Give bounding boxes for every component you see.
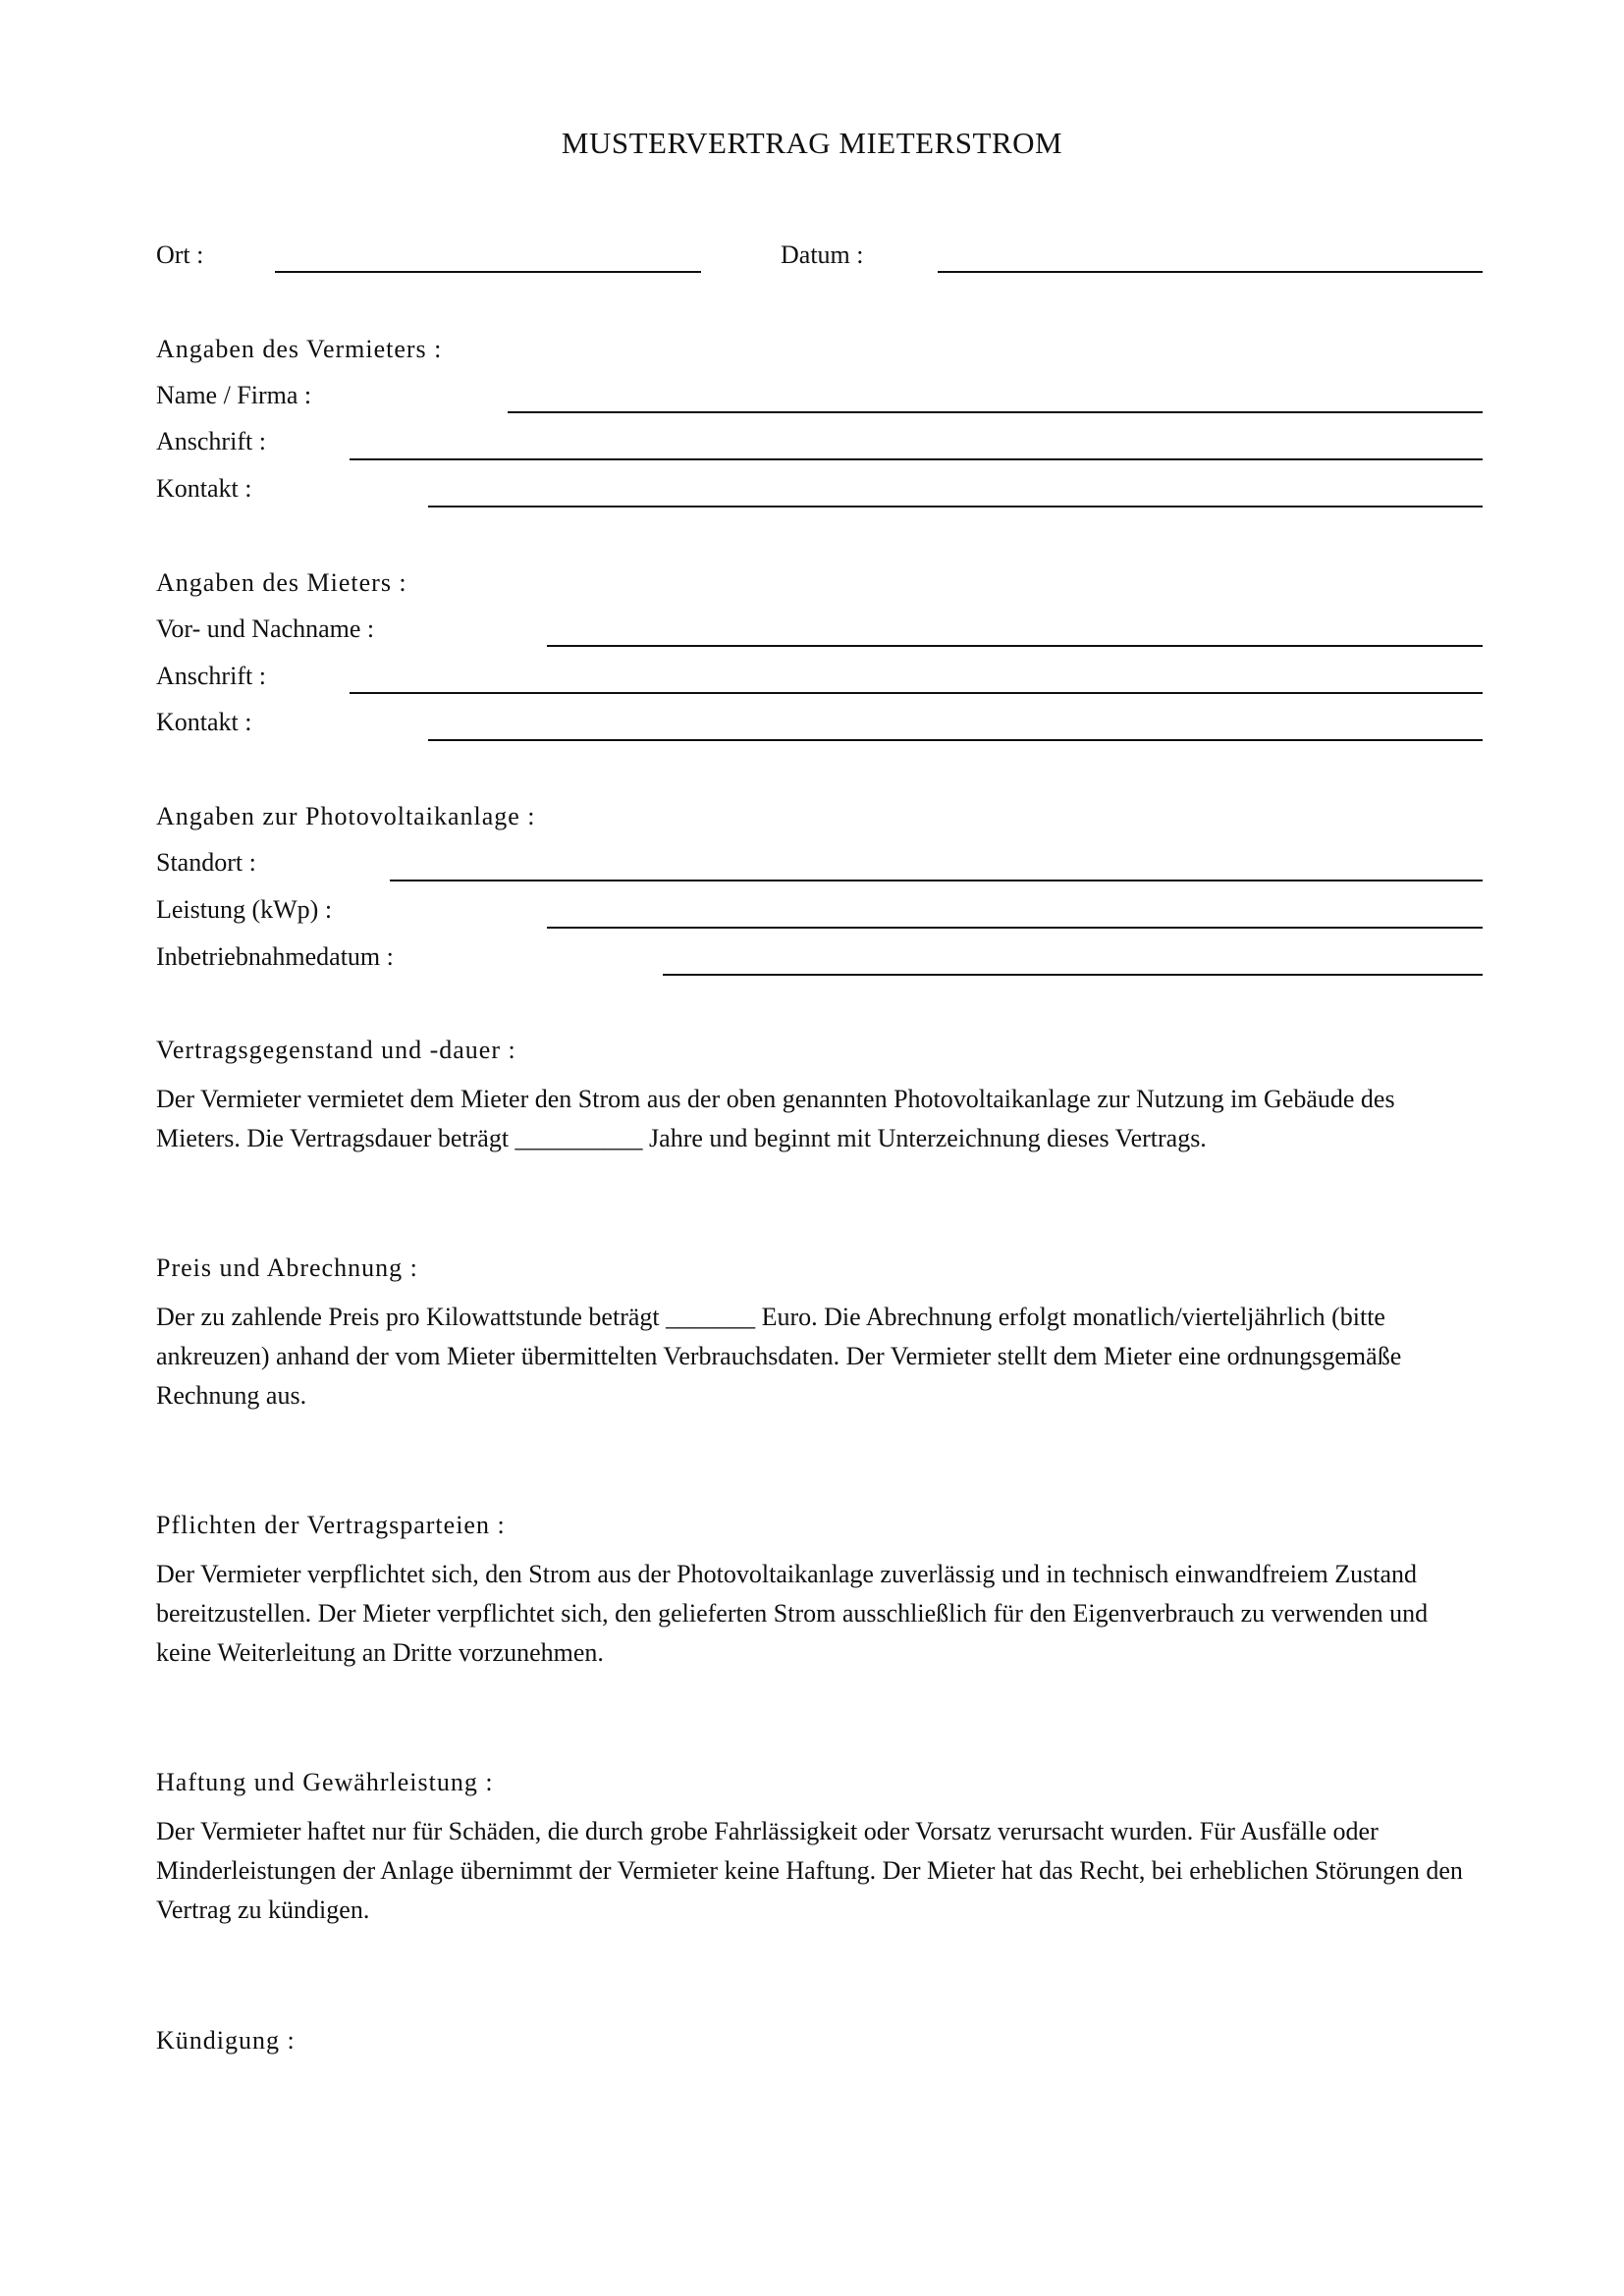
anlage-leistung-label: Leistung (kWp) : <box>156 895 333 924</box>
vermieter-heading: Angaben des Vermieters : <box>156 335 443 363</box>
anlage-standort-field[interactable] <box>390 880 1483 881</box>
mieter-anschrift-field[interactable] <box>350 692 1483 694</box>
haftung-text: Der Vermieter haftet nur für Schäden, die durch grobe Fahrlässigkeit oder Vorsatz verursacht wurden. Für Ausfälle oder Minderleistungen der Anlage übernimmt der Vermieter keine Haftung. Der Mieter hat das Recht, bei erheblichen Störungen den Vertrag zu kündigen. <box>156 1817 1463 1924</box>
haftung-heading: Haftung und Gewährleistung : <box>156 1768 494 1796</box>
ort-field[interactable] <box>275 271 701 273</box>
anlage-heading: Angaben zur Photovoltaikanlage : <box>156 802 536 830</box>
mieter-heading: Angaben des Mieters : <box>156 568 407 597</box>
vermieter-name-field[interactable] <box>508 411 1483 413</box>
ort-label: Ort : <box>156 240 204 269</box>
page-title: MUSTERVERTRAG MIETERSTROM <box>561 126 1063 160</box>
anlage-leistung-field[interactable] <box>547 927 1483 929</box>
datum-field[interactable] <box>938 271 1483 273</box>
preis-text: Der zu zahlende Preis pro Kilowattstunde beträgt _______ Euro. Die Abrechnung erfolgt monatlich/vierteljährlich (bitte ankreuzen) anhand der vom Mieter übermittelten Verbrauchsdaten. Der Vermieter stellt dem Mieter eine ordnungsgemäße Rechnung aus. <box>156 1303 1402 1410</box>
anlage-standort-label: Standort : <box>156 848 256 877</box>
pflichten-heading: Pflichten der Vertragsparteien : <box>156 1511 506 1539</box>
mieter-kontakt-field[interactable] <box>428 739 1483 741</box>
vermieter-anschrift-field[interactable] <box>350 458 1483 460</box>
preis-heading: Preis und Abrechnung : <box>156 1254 418 1282</box>
vermieter-name-label: Name / Firma : <box>156 381 312 409</box>
mieter-anschrift-label: Anschrift : <box>156 662 266 690</box>
vermieter-kontakt-field[interactable] <box>428 506 1483 507</box>
mieter-name-label: Vor- und Nachname : <box>156 614 375 643</box>
anlage-datum-label: Inbetriebnahmedatum : <box>156 942 394 971</box>
vermieter-kontakt-label: Kontakt : <box>156 474 252 503</box>
pflichten-text: Der Vermieter verpflichtet sich, den Strom aus der Photovoltaikanlage zuverlässig und in technisch einwandfreiem Zustand bereitzustellen. Der Mieter verpflichtet sich, den gelieferten Strom ausschließlich für den Eigenverbrauch zu verwenden und keine Weiterleitung an Dritte vorzunehmen. <box>156 1560 1429 1667</box>
datum-label: Datum : <box>781 240 864 269</box>
mieter-kontakt-label: Kontakt : <box>156 708 252 736</box>
gegenstand-text: Der Vermieter vermietet dem Mieter den Strom aus der oben genannten Photovoltaikanlage zur Nutzung im Gebäude des Mieters. Die Vertragsdauer beträgt __________ Jahre und beginnt mit Unterzeichnung dieses Vertrags. <box>156 1085 1395 1152</box>
vermieter-anschrift-label: Anschrift : <box>156 427 266 455</box>
kuendigung-heading: Kündigung : <box>156 2026 296 2055</box>
mieter-name-field[interactable] <box>547 645 1483 647</box>
anlage-datum-field[interactable] <box>663 974 1483 976</box>
gegenstand-heading: Vertragsgegenstand und -dauer : <box>156 1036 516 1064</box>
